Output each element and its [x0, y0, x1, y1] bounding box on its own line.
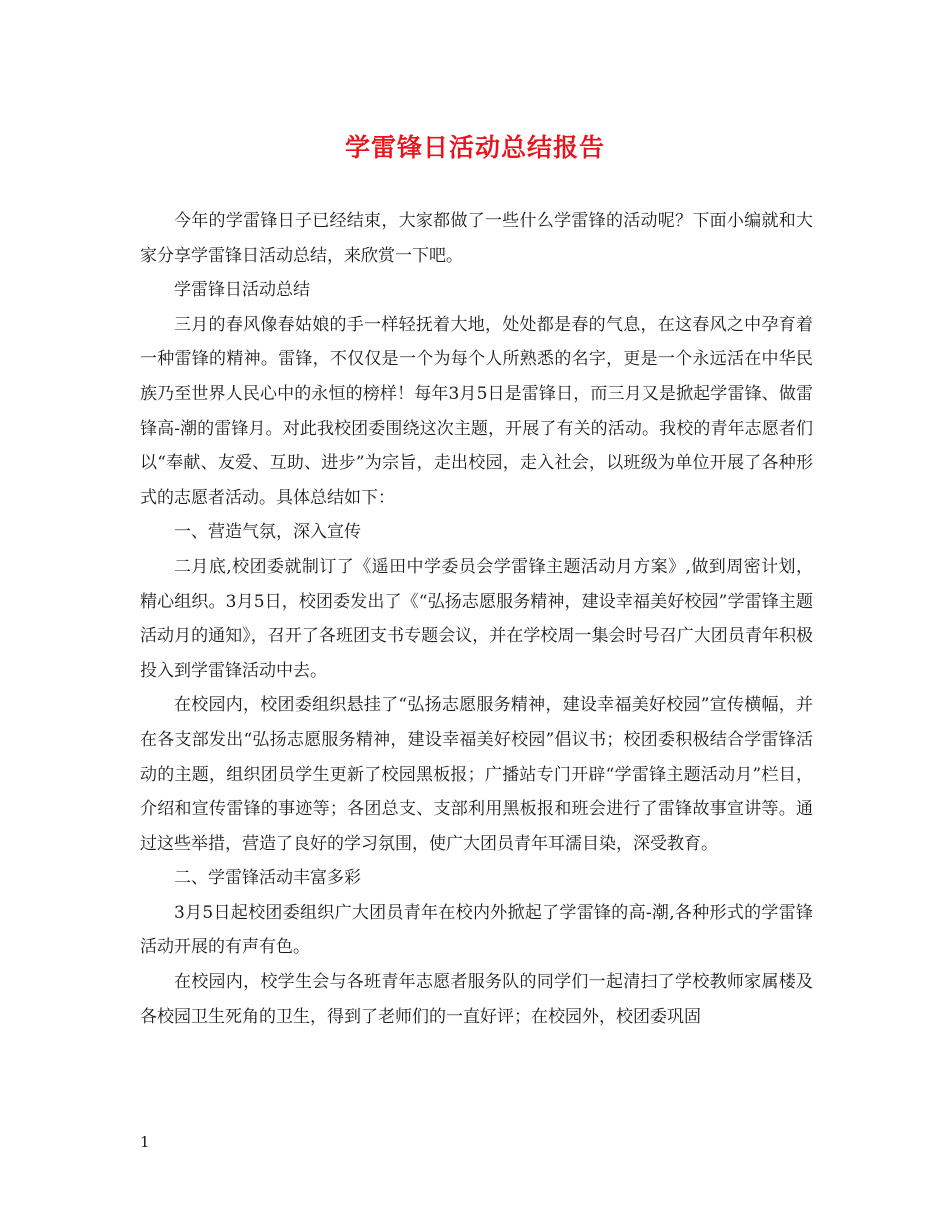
- section-heading-2: 二、学雷锋活动丰富多彩: [174, 868, 361, 889]
- paragraph-march-5: 3月5日起校团委组织广大团员青年在校内外掀起了学雷锋的高-潮,各种形式的学雷锋活动开展的有声有色。: [140, 902, 813, 958]
- paragraph-intro: 今年的学雷锋日子已经结束，大家都做了一些什么学雷锋的活动呢？下面小编就和大家分享学雷锋日活动总结，来欣赏一下吧。: [140, 211, 813, 266]
- paragraph-campus-publicity: 在校园内，校团委组织悬挂了“弘扬志愿服务精神，建设幸福美好校园”宣传横幅，并在各支部发出“弘扬志愿服务精神，建设幸福美好校园”倡议书；校团委积极结合学雷锋活动的主题，组织团员学生更新了校园黑板报；广播站专门开辟“学雷锋主题活动月”栏目，介绍和宣传雷锋的事迹等；各团总支、支部利用黑板报和班会进行了雷锋故事宣讲等。通过这些举措，营造了良好的学习氛围，使广大团员青年耳濡目染，深受教育。: [140, 695, 813, 854]
- paragraph-campus-cleanup: 在校园内，校学生会与各班青年志愿者服务队的同学们一起清扫了学校教师家属楼及各校园卫生死角的卫生，得到了老师们的一直好评；在校园外，校团委巩固: [140, 972, 813, 1027]
- section-heading-1: 一、营造气氛，深入宣传: [174, 522, 361, 543]
- page-number: 1: [140, 1133, 150, 1151]
- paragraph-subtitle: 学雷锋日活动总结: [174, 280, 310, 301]
- paragraph-plan: 二月底,校团委就制订了《遥田中学委员会学雷锋主题活动月方案》,做到周密计划，精心组织。3月5日，校团委发出了《“弘扬志愿服务精神，建设幸福美好校园”学雷锋主题活动月的通知》，召开了各班团支书专题会议，并在学校周一集会时号召广大团员青年积极投入到学雷锋活动中去。: [140, 556, 813, 681]
- document-title: 学雷锋日活动总结报告: [344, 133, 605, 162]
- paragraph-spring: 三月的春风像春姑娘的手一样轻抚着大地，处处都是春的气息，在这春风之中孕育着一种雷锋的精神。雷锋，不仅仅是一个为每个人所熟悉的名字，更是一个永远活在中华民族乃至世界人民心中的永恒的榜样！每年3月5日是雷锋日，而三月又是掀起学雷锋、做雷锋高-潮的雷锋月。对此我校团委围绕这次主题，开展了有关的活动。我校的青年志愿者们以“奉献、友爱、互助、进步”为宗旨，走出校园，走入社会，以班级为单位开展了各种形式的志愿者活动。具体总结如下：: [140, 314, 813, 508]
- document-body: [140, 204, 813, 1034]
